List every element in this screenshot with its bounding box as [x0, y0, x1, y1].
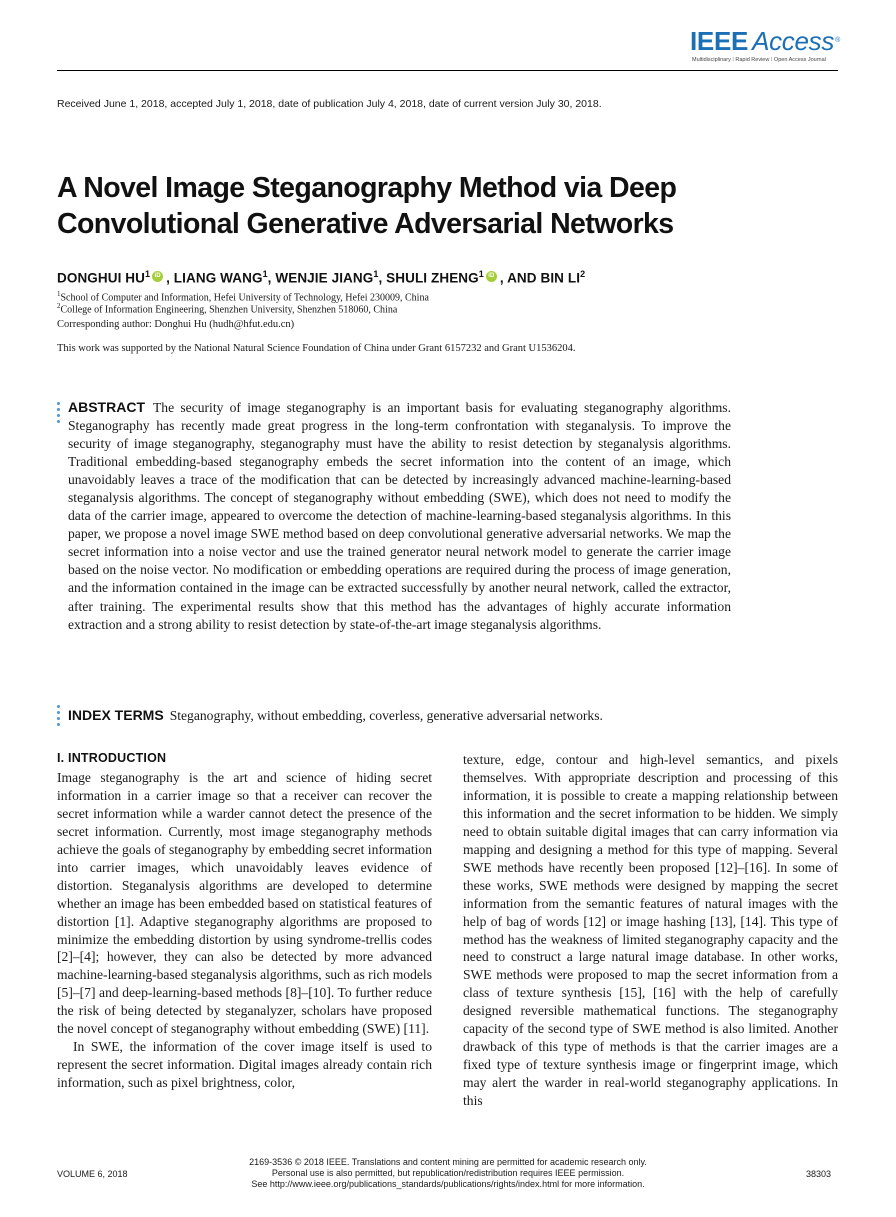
intro-paragraph-1: Image steganography is the art and science of hiding secret information in a carrier image so that a receiver can recover the secret information while a warder cannot detect the presence of the secret information. Currently, most image steganography methods achieve the goals of steganography by embedding secret information into carrier images, which unavoidably leaves evidence of distortion. Steganalysis algorithms are developed to determine whether an image has been embedded based on statistical features of distortion [1]. Adaptive steganography algorithms are proposed to minimize the embedding distortion by using syndrome-trellis codes [2]–[4]; however, they can also be detected by more advanced machine-learning-based steganalysis algorithms, such as rich models [5]–[7] and deep-learning-based methods [8]–[10]. To further reduce the risk of being detected by steganalyzer, scholars have proposed the novel concept of steganography without embedding (SWE) [11].	[57, 769, 432, 1037]
index-terms	[68, 706, 768, 725]
author-name: DONGHUI HU	[57, 270, 145, 286]
author-affiliation-mark: 1	[478, 269, 484, 279]
index-terms-text: Steganography, without embedding, coverless, generative adversarial networks.	[169, 708, 603, 723]
logo-access: Access	[752, 26, 835, 56]
index-terms-marker-icon	[57, 705, 62, 729]
logo-ieee: IEEE	[690, 26, 749, 56]
affiliation-2-text: College of Information Engineering, Shenzhen University, Shenzhen 518060, China	[60, 304, 398, 316]
corresponding-author: Corresponding author: Donghui Hu (hudh@hfut.edu.cn)	[57, 319, 295, 330]
body-column-right	[463, 751, 838, 1110]
volume-label: VOLUME 6, 2018	[57, 1169, 128, 1179]
affiliation-2	[57, 302, 397, 315]
orcid-icon[interactable]: iD	[486, 271, 497, 282]
affiliation-2-mark: 2	[57, 302, 61, 310]
copyright-line: 2169-3536 © 2018 IEEE. Translations and content mining are permitted for academic research only.	[249, 1157, 647, 1167]
body-column-left	[57, 750, 432, 1092]
author-name: , LIANG WANG	[166, 270, 263, 286]
author-name: , AND BIN LI	[499, 270, 581, 286]
funding-note: This work was supported by the National Natural Science Foundation of China under Grant 6157232 and Grant U1536204.	[57, 343, 576, 354]
abstract-heading: ABSTRACT	[68, 399, 145, 415]
paper-title: A Novel Image Steganography Method via Deep Convolutional Generative Adversarial Networks	[57, 172, 677, 240]
affiliation-1-text: School of Computer and Information, Hefei University of Technology, Hefei 230009, China	[60, 292, 429, 304]
author-affiliation-mark: 1	[373, 269, 379, 279]
ieee-access-logo	[690, 27, 840, 69]
header-divider	[57, 70, 838, 71]
author-name: , SHULI ZHENG	[378, 270, 479, 286]
abstract	[68, 398, 731, 634]
logo-tagline: Multidisciplinary ⁞ Rapid Review ⁞ Open Access Journal	[692, 57, 826, 63]
permission-line: Personal use is also permitted, but republication/redistribution requires IEEE permission.	[271, 1168, 625, 1178]
received-dates: Received June 1, 2018, accepted July 1, 2018, date of publication July 4, 2018, date of current version July 30, 2018.	[57, 98, 602, 110]
author-name: , WENJIE JIANG	[267, 270, 374, 286]
page-number: 38303	[806, 1169, 832, 1179]
logo-trademark: ®	[835, 37, 840, 44]
abstract-text: The security of image steganography is an important basis for evaluating steganography algorithms. Steganography has recently made great progress in the long-term confrontation with steganalysis. To improve the security of image steganography, steganography must have the ability to resist detection by steganalysis algorithms. Traditional embedding-based steganography embeds the secret information into the content of an image, which unavoidably leaves a trace of the modification that can be detected by increasingly advanced machine-learning-based steganalysis algorithms. The concept of steganography without embedding (SWE), which does not need to modify the data of the carrier image, appeared to overcome the detection of machine-learning-based steganalysis algorithms. In this paper, we propose a novel image SWE method based on deep convolutional generative adversarial networks. We map the secret information into a noise vector and use the trained generator neural network model to generate the carrier image based on the noise vector. No modification or embedding operations are required during the process of image generation, and the information contained in the image can be extracted successfully by another neural network, called the extractor, after training. The experimental results show that this method has the advantages of highly accurate information extraction and a strong ability to resist detection by state-of-the-art image steganalysis algorithms.	[68, 400, 731, 632]
affiliation-1-mark: 1	[57, 290, 61, 298]
logo-wordmark	[690, 27, 840, 55]
author-list	[57, 269, 585, 286]
rights-link[interactable]: See http://www.ieee.org/publications_standards/publications/rights/index.html for more information.	[251, 1179, 645, 1189]
section-heading-introduction: I. INTRODUCTION	[57, 751, 167, 765]
author-affiliation-mark: 1	[262, 269, 268, 279]
author-affiliation-mark: 1	[145, 269, 151, 279]
author-affiliation-mark: 2	[580, 269, 586, 279]
abstract-marker-icon	[57, 402, 62, 426]
index-terms-heading: INDEX TERMS	[68, 707, 164, 723]
intro-paragraph-continued: texture, edge, contour and high-level semantics, and pixels themselves. With appropriate description and processing of this information, it is possible to create a mapping relationship between this information and the secret information to be hidden. We simply need to obtain suitable digital images that can carry information via mapping and designing a method for this type of mapping. Several SWE methods have recently been proposed [12]–[16]. In some of these works, SWE methods were designed by mapping the secret information from the semantic features of natural images with the help of bag of words [12] or image hashing [13], [14]. This type of method has the weakness of limited steganography capacity and the need to construct a large natural image database. In other works, SWE methods were proposed to map the secret information from a class of texture synthesis [15], [16] with the help of carefully designed reversible mathematical functions. The steganography capacity of the second type of SWE method is also limited. Another drawback of this type of methods is that the carrier images are a fixed type of texture synthesis image or fingerprint image, which may alert the warder in real-world steganography applications. In this	[463, 752, 838, 1109]
intro-paragraph-2: In SWE, the information of the cover image itself is used to represent the secret information. Digital images already contain rich information, such as pixel brightness, color,	[57, 1039, 432, 1091]
orcid-icon[interactable]: iD	[152, 271, 163, 282]
